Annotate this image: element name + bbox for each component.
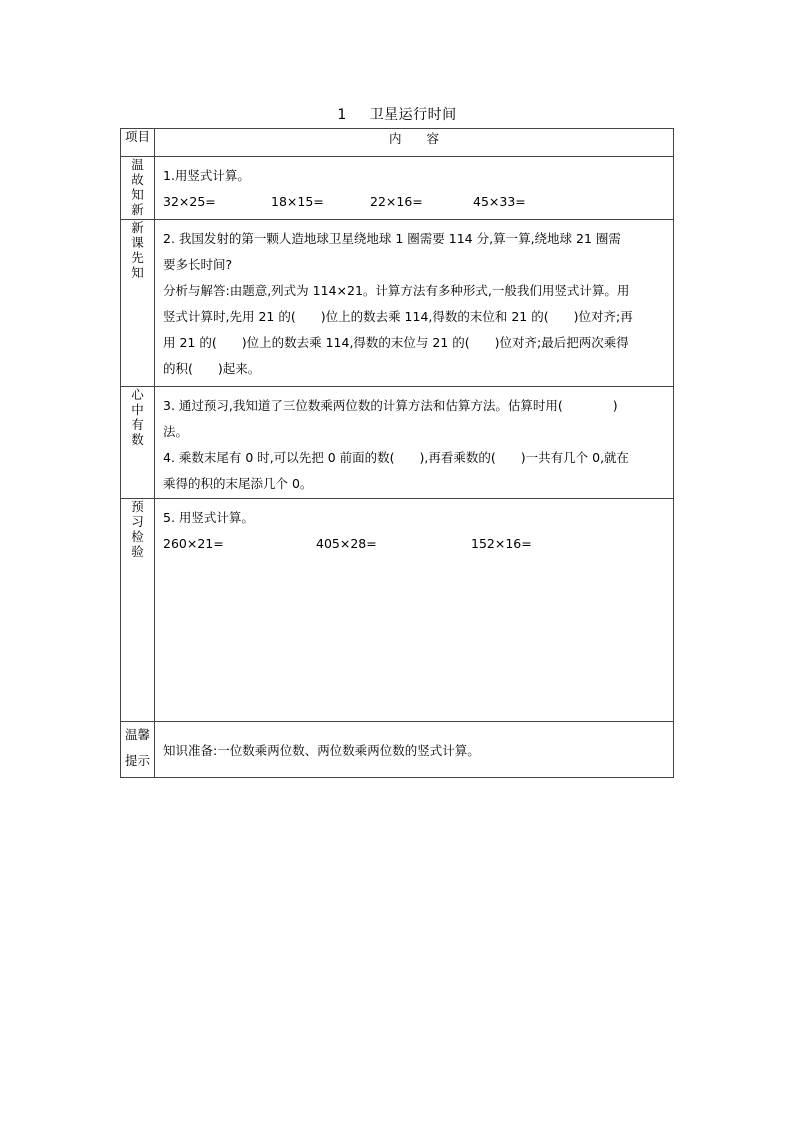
analysis-line: 用 21 的( )位上的数去乘 114,得数的末位与 21 的( )位对齐;最后把两次乘得	[163, 335, 629, 350]
row-mind	[121, 387, 674, 499]
question-5: 5. 用竖式计算。	[163, 510, 254, 525]
page-title	[0, 104, 794, 124]
expr: 260×21=	[163, 536, 224, 551]
question-3-line: 3. 通过预习,我知道了三位数乘两位数的计算方法和估算方法。估算时用( )	[163, 398, 618, 413]
row-label-tip: 温馨 提示	[121, 722, 155, 778]
question-3-line: 法。	[163, 424, 189, 439]
expr: 152×16=	[471, 536, 532, 551]
row-label-mind: 心 中 有 数	[121, 387, 155, 499]
row-tip	[121, 722, 674, 778]
row-preview-check	[121, 499, 674, 722]
question-2-line: 要多长时间?	[163, 257, 233, 272]
header-content: 内 容	[155, 129, 674, 157]
analysis-line: 分析与解答:由题意,列式为 114×21。计算方法有多种形式,一般我们用竖式计算。用	[163, 283, 630, 298]
title-number: 1	[337, 107, 347, 123]
header-row	[121, 129, 674, 157]
header-item: 项目	[121, 129, 155, 157]
question-4-line: 乘得的积的末尾添几个 0。	[163, 476, 313, 491]
expr: 32×25=	[163, 194, 216, 209]
calc-row-5	[163, 531, 665, 557]
analysis-line: 竖式计算时,先用 21 的( )位上的数去乘 114,得数的末位和 21 的( )位对齐;再	[163, 309, 633, 324]
tip-text: 知识准备:一位数乘两位数、两位数乘两位数的竖式计算。	[163, 742, 480, 758]
row-new-lesson	[121, 220, 674, 387]
row-label-review: 温 故 知 新	[121, 157, 155, 220]
title-text: 卫星运行时间	[369, 107, 457, 123]
row-label-preview-check: 预 习 检 验	[121, 499, 155, 722]
question-4-line: 4. 乘数末尾有 0 时,可以先把 0 前面的数( ),再看乘数的( )一共有几个 0,就在	[163, 450, 630, 465]
row-review	[121, 157, 674, 220]
worksheet-table	[120, 128, 674, 778]
analysis-line: 的积( )起来。	[163, 361, 261, 376]
question-1: 1.用竖式计算。	[163, 168, 250, 183]
expr: 45×33=	[473, 194, 526, 209]
expr: 18×15=	[271, 194, 324, 209]
calc-row-1	[163, 189, 665, 215]
expr: 22×16=	[370, 194, 423, 209]
expr: 405×28=	[316, 536, 377, 551]
question-2-line: 2. 我国发射的第一颗人造地球卫星绕地球 1 圈需要 114 分,算一算,绕地球 21 圈需	[163, 231, 621, 246]
row-label-new-lesson: 新 课 先 知	[121, 220, 155, 387]
